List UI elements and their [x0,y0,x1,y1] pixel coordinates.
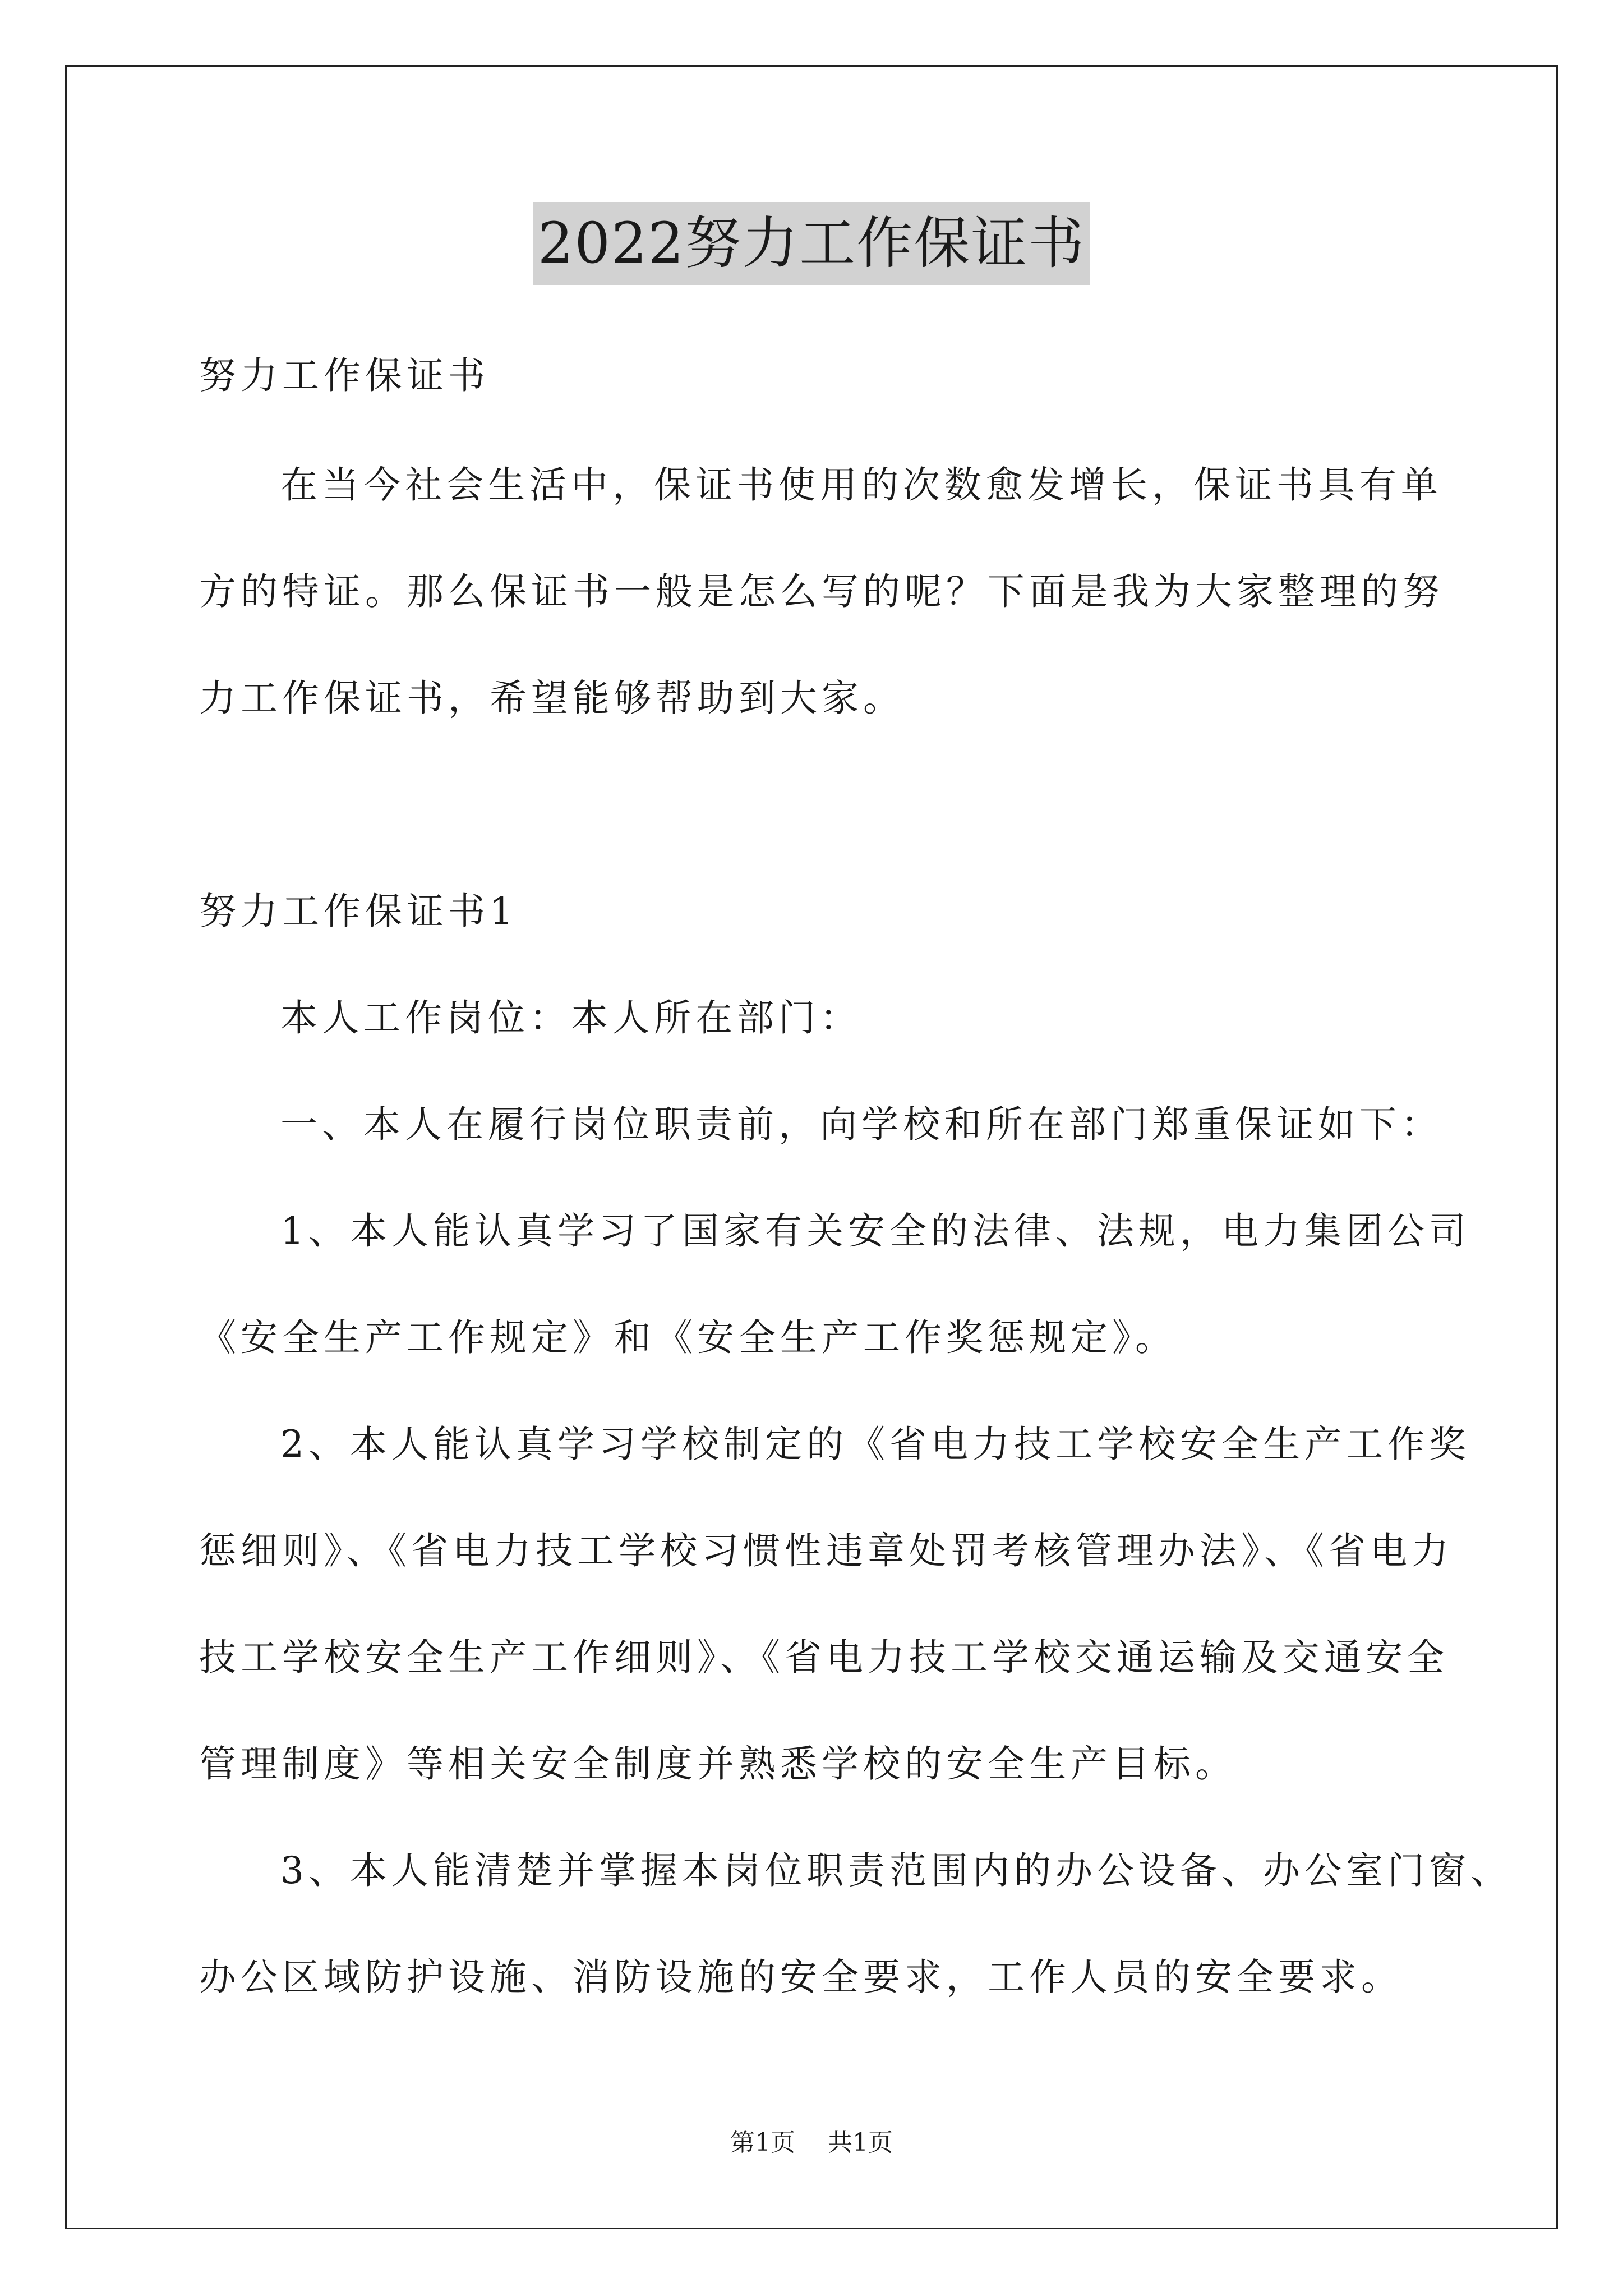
paragraph-line: 2、本人能认真学习学校制定的《省电力技工学校安全生产工作奖 [280,1423,1470,1466]
page-footer [0,2126,1623,2160]
section-heading: 努力工作保证书 [199,354,490,397]
paragraph-line: 《安全生产工作规定》和《安全生产工作奖惩规定》。 [199,1316,1177,1359]
page-number-current: 第1页 [730,2128,795,2157]
paragraph-line: 一、本人在履行岗位职责前，向学校和所在部门郑重保证如下： [280,1103,1442,1146]
paragraph-line: 在当今社会生活中，保证书使用的次数愈发增长，保证书具有单 [280,463,1442,507]
paragraph-line: 本人工作岗位：本人所在部门： [280,996,861,1039]
paragraph-line: 技工学校安全生产工作细则》、《省电力技工学校交通运输及交通安全 [199,1636,1449,1679]
paragraph-line: 办公区域防护设施、消防设施的安全要求，工作人员的安全要求。 [199,1955,1403,1999]
paragraph-line: 惩细则》、《省电力技工学校习惯性违章处罚考核管理办法》、《省电力 [199,1529,1453,1572]
paragraph-line: 1、本人能认真学习了国家有关安全的法律、法规，电力集团公司 [280,1209,1470,1253]
document-title: 2022努力工作保证书 [533,202,1090,285]
paragraph-line: 方的特证。那么保证书一般是怎么写的呢？下面是我为大家整理的努 [199,570,1444,613]
paragraph-line: 管理制度》等相关安全制度并熟悉学校的安全生产目标。 [199,1742,1237,1786]
paragraph-line: 力工作保证书，希望能够帮助到大家。 [199,677,905,720]
title-container [0,202,1623,285]
section-heading: 努力工作保证书1 [199,890,518,933]
paragraph-line: 3、本人能清楚并掌握本岗位职责范围内的办公设备、办公室门窗、 [280,1849,1512,1892]
page-number-total: 共1页 [828,2128,893,2157]
